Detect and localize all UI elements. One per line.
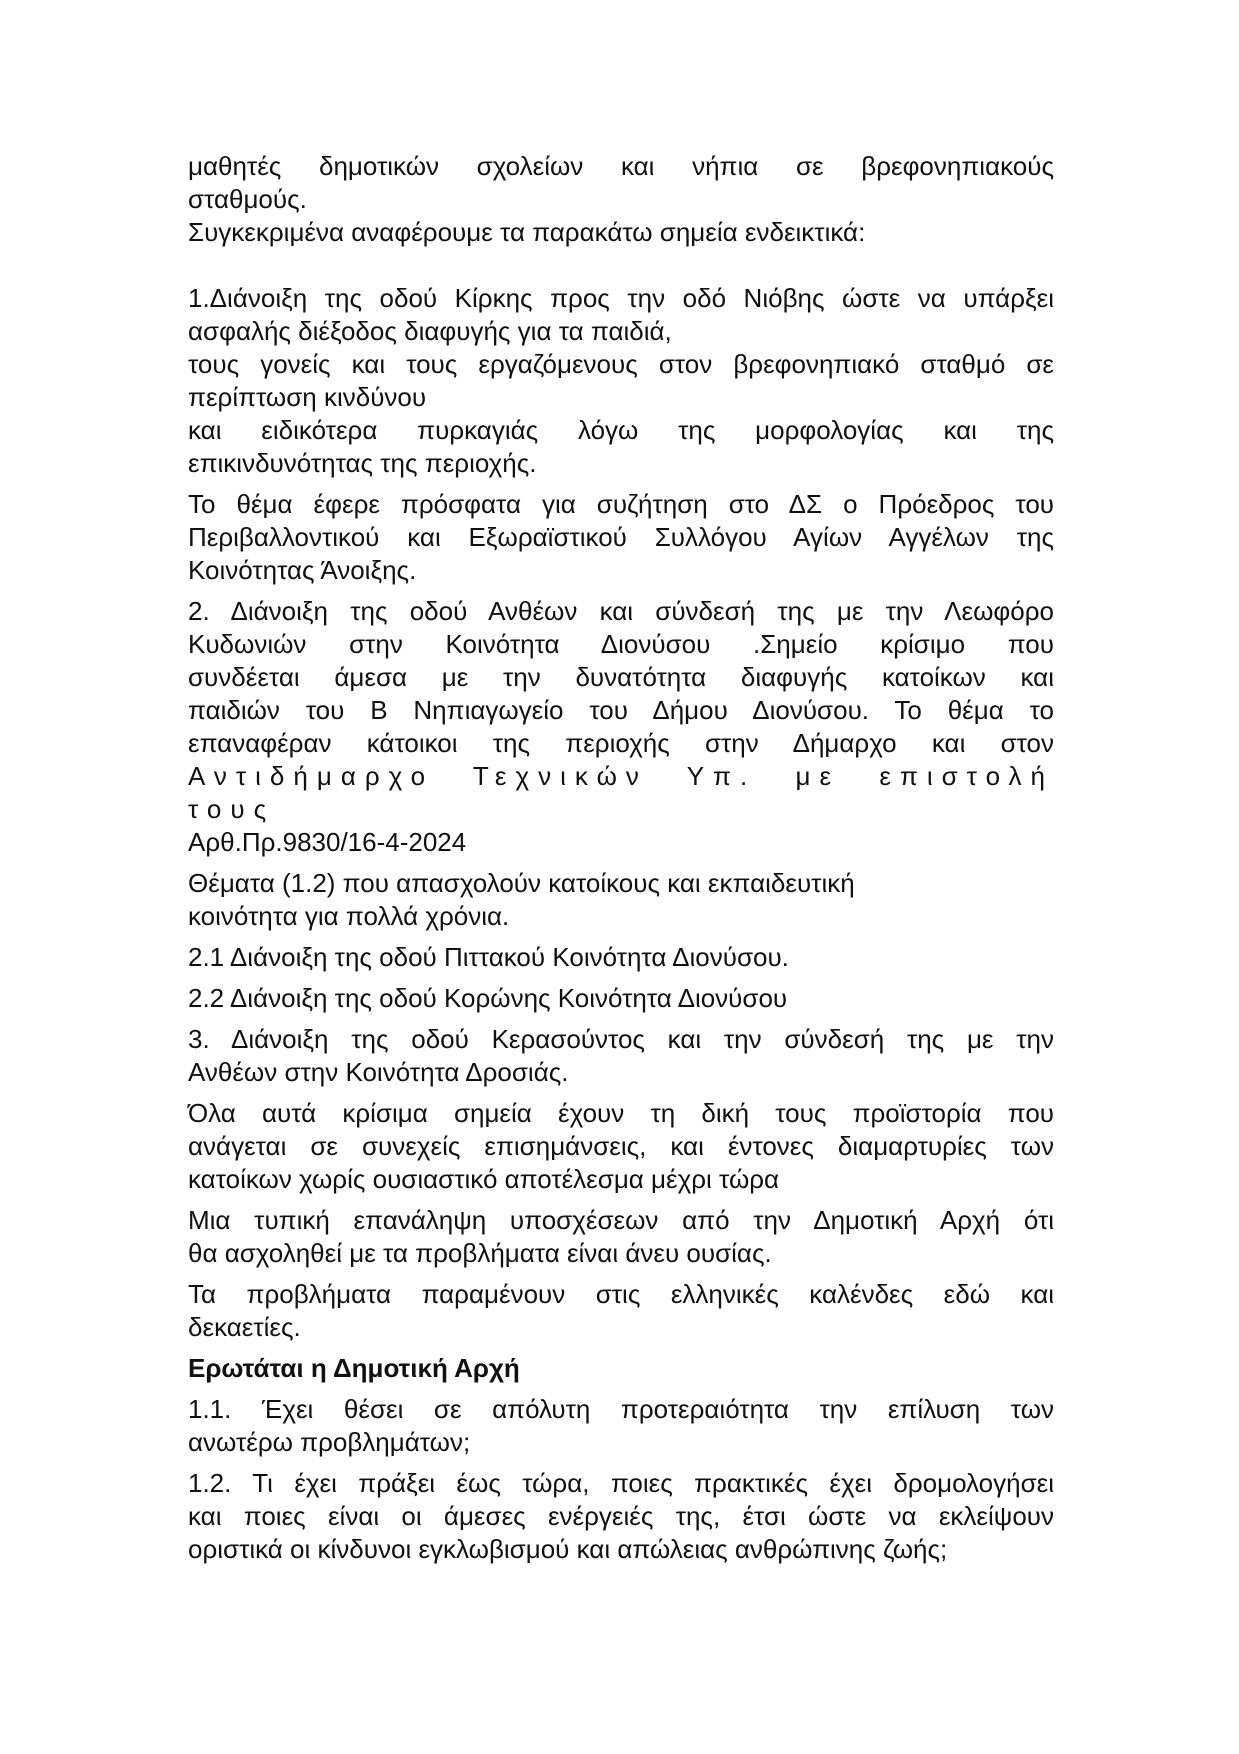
text-line: Το θέμα έφερε πρόσφατα για συζήτηση στο ΔΣ ο Πρόεδρος του	[188, 489, 1054, 519]
text-line: Τα προβλήματα παραμένουν στις ελληνικές καλένδες εδώ και	[188, 1279, 1054, 1309]
section-heading: Ερωτάται η Δημοτική Αρχή	[188, 1353, 520, 1383]
paragraph-topics-summary	[188, 867, 1054, 933]
text-line: Κυδωνιών στην Κοινότητα Διονύσου .Σημείο κρίσιμο που	[188, 629, 1054, 659]
text-line: κατοίκων χωρίς ουσιαστικό αποτέλεσμα μέχρι τώρα	[188, 1164, 780, 1194]
text-line: Αντιδήμαρχο Τεχνικών Υπ. με επιστολή τους	[188, 761, 1054, 824]
paragraph-indicative-points: Συγκεκριμένα αναφέρουμε τα παρακάτω σημεία ενδεικτικά:	[188, 217, 866, 247]
text-line: και ειδικότερα πυρκαγιάς λόγω της μορφολογίας και της	[188, 415, 1054, 445]
paragraph-intro-continuation	[188, 150, 1054, 216]
text-line: 3. Διάνοιξη της οδού Κερασούντος και την σύνδεσή της με την	[188, 1024, 1054, 1054]
text-line: 2. Διάνοιξη της οδού Ανθέων και σύνδεσή της με την Λεωφόρο	[188, 596, 1054, 626]
text-line: Κοινότητας Άνοιξης.	[188, 555, 417, 585]
text-line: Περιβαλλοντικού και Εξωραϊστικού Συλλόγου Αγίων Αγγέλων της	[188, 522, 1054, 552]
paragraph-board-discussion	[188, 488, 1054, 587]
text-line: περίπτωση κινδύνου	[188, 382, 427, 412]
text-line: επικινδυνότητας της περιοχής.	[188, 448, 537, 478]
text-line: μαθητές δημοτικών σχολείων και νήπια σε βρεφονηπιακούς	[188, 151, 1054, 181]
text-line: θα ασχοληθεί με τα προβλήματα είναι άνευ ουσίας.	[188, 1238, 772, 1268]
text-line: 1.Διάνοιξη της οδού Κίρκης προς την οδό Νιόβης ώστε να υπάρξει	[188, 283, 1054, 313]
text-line: ανωτέρω προβλημάτων;	[188, 1427, 471, 1457]
paragraph-point-1	[188, 282, 1054, 480]
text-line: Ανθέων στην Κοινότητα Δροσιάς.	[188, 1057, 569, 1087]
text-line: και ποιες είναι οι άμεσες ενέργειές της, έτσι ώστε να εκλείψουν	[188, 1501, 1054, 1531]
text-line: παιδιών του Β Νηπιαγωγείο του Δήμου Διονύσου. Το θέμα το	[188, 695, 1054, 725]
text-line: Όλα αυτά κρίσιμα σημεία έχουν τη δική τους προϊστορία που	[188, 1098, 1054, 1128]
text-line: Θέματα (1.2) που απασχολούν κατοίκους και εκπαιδευτική	[188, 868, 855, 898]
paragraph-point-2	[188, 595, 1054, 859]
text-line: ανάγεται σε συνεχείς επισημάνσεις, και έντονες διαμαρτυρίες των	[188, 1131, 1054, 1161]
document-body	[188, 150, 1054, 1574]
paragraph-point-3	[188, 1023, 1054, 1089]
question-1-2	[188, 1467, 1054, 1566]
text-line: επαναφέραν κάτοικοι της περιοχής στην Δήμαρχο και στον	[188, 728, 1054, 758]
text-line: συνδέεται άμεσα με την δυνατότητα διαφυγής κατοίκων και	[188, 662, 1054, 692]
paragraph-promises	[188, 1204, 1054, 1270]
question-1-1	[188, 1393, 1054, 1459]
text-line: 1.2. Τι έχει πράξει έως τώρα, ποιες πρακτικές έχει δρομολογήσει	[188, 1468, 1054, 1498]
text-line: Αρθ.Πρ.9830/16-4-2024	[188, 827, 467, 857]
text-line: κοινότητα για πολλά χρόνια.	[188, 901, 510, 931]
text-line: οριστικά οι κίνδυνοι εγκλωβισμού και απώλειας ανθρώπινης ζωής;	[188, 1534, 948, 1564]
text-line: Μια τυπική επανάληψη υποσχέσεων από την Δημοτική Αρχή ότι	[188, 1205, 1054, 1235]
paragraph-decades	[188, 1278, 1054, 1344]
paragraph-point-2-1: 2.1 Διάνοιξη της οδού Πιττακού Κοινότητα Διονύσου.	[188, 942, 789, 972]
text-line: 1.1. Έχει θέσει σε απόλυτη προτεραιότητα την επίλυση των	[188, 1394, 1054, 1424]
paragraph-history	[188, 1097, 1054, 1196]
paragraph-point-2-2: 2.2 Διάνοιξη της οδού Κορώνης Κοινότητα Διονύσου	[188, 983, 788, 1013]
text-line: σταθμούς.	[188, 184, 307, 214]
text-line: τους γονείς και τους εργαζόμενους στον βρεφονηπιακό σταθμό σε	[188, 349, 1054, 379]
text-line: ασφαλής διέξοδος διαφυγής για τα παιδιά,	[188, 316, 672, 346]
text-line: δεκαετίες.	[188, 1312, 301, 1342]
